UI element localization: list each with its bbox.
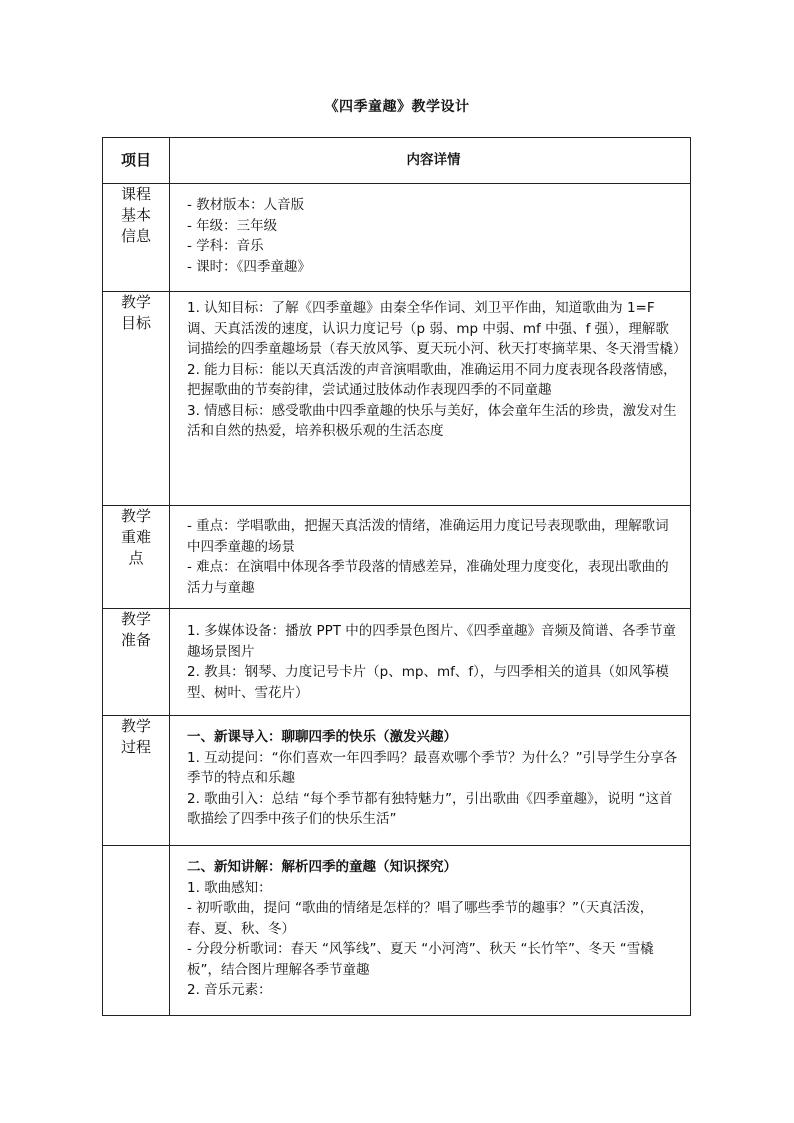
lesson-plan-table	[102, 137, 691, 1016]
label-line: 重难	[120, 528, 151, 546]
content-line: 1. 多媒体设备：播放 PPT 中的四季景色图片、《四季童趣》音频及简谱、各季节童趣场景图片	[187, 623, 677, 660]
row-label	[103, 609, 170, 716]
content-line: 3. 情感目标：感受歌曲中四季童趣的快乐与美好，体会童年生活的珍贵，激发对生活和自然的热爱，培养积极乐观的生活态度	[187, 402, 677, 439]
label-line: 课程	[120, 185, 151, 203]
row-label	[103, 184, 170, 292]
content-line: - 重点：学唱歌曲，把握天真活泼的情绪，准确运用力度记号表现歌曲，理解歌词中四季童趣的场景	[187, 518, 669, 555]
table-row-preparation	[103, 609, 691, 716]
row-label	[103, 506, 170, 609]
content-line: - 课时：《四季童趣》	[187, 258, 311, 275]
table-row-key-points	[103, 506, 691, 609]
section-heading: 二、新知讲解：解析四季的童趣（知识探究）	[187, 859, 457, 875]
content-line: - 年级：三年级	[187, 217, 278, 234]
label-line: 教学	[120, 610, 151, 628]
table-row-objectives	[103, 292, 691, 506]
label-line: 教学	[120, 507, 151, 525]
page-title: 《四季童趣》教学设计	[324, 99, 470, 115]
row-content	[170, 609, 691, 716]
header-item: 项目	[103, 138, 170, 184]
row-label	[103, 292, 170, 506]
content-line: - 初听歌曲，提问 “歌曲的情绪是怎样的？唱了哪些季节的趣事？”（天真活泼，春、夏、秋、冬）	[187, 900, 654, 937]
row-label	[103, 846, 170, 1016]
content-line: 1. 歌曲感知：	[187, 879, 272, 896]
label-line: 教学	[120, 717, 151, 735]
row-label	[103, 716, 170, 846]
table-header-row	[103, 138, 691, 184]
label-line: 目标	[120, 314, 151, 332]
label-line: 准备	[120, 631, 151, 649]
content-line: 2. 音乐元素：	[187, 982, 272, 998]
content-line: 1. 认知目标：了解《四季童趣》由秦全华作词、刘卫平作曲，知道歌曲为 1=F 调、天真活泼的速度，认识力度记号（p 弱、mp 中弱、mf 中强、f 强），理解歌词描绘的四季童趣场景（春天放风筝、夏天玩小河、秋天打枣摘苹果、冬天滑雪橇）	[187, 300, 687, 357]
row-content	[170, 292, 691, 506]
content-line: 2. 歌曲引入：总结 “每个季节都有独特魅力”，引出歌曲《四季童趣》，说明 “这首歌描绘了四季中孩子们的快乐生活”	[187, 790, 673, 827]
label-line: 信息	[120, 227, 151, 245]
table-row-process	[103, 716, 691, 846]
content-line: - 难点：在演唱中体现各季节段落的情感差异，准确处理力度变化，表现出歌曲的活力与童趣	[187, 559, 669, 596]
content-line: - 学科：音乐	[187, 238, 264, 254]
label-line: 教学	[120, 293, 151, 311]
label-line: 过程	[120, 738, 151, 756]
row-content	[170, 716, 691, 846]
label-line: 点	[128, 549, 144, 567]
table-row-process-continued	[103, 846, 691, 1016]
table-row-basic-info	[103, 184, 691, 292]
header-content: 内容详情	[170, 138, 691, 184]
content-line: - 分段分析歌词：春天 “风筝线”、夏天 “小河湾”、秋天 “长竹竿”、冬天 “雪橇板”，结合图片理解各季节童趣	[187, 941, 654, 978]
content-line: 1. 互动提问：“你们喜欢一年四季吗？最喜欢哪个季节？为什么？”引导学生分享各季节的特点和乐趣	[187, 749, 678, 786]
section-heading: 一、新课导入：聊聊四季的快乐（激发兴趣）	[187, 729, 457, 745]
content-line: - 教材版本：人音版	[187, 197, 305, 213]
content-line: 2. 能力目标：能以天真活泼的声音演唱歌曲，准确运用不同力度表现各段落情感，把握歌曲的节奏韵律，尝试通过肢体动作表现四季的不同童趣	[187, 361, 677, 398]
row-content	[170, 506, 691, 609]
row-content	[170, 184, 691, 292]
label-line: 基本	[120, 206, 151, 224]
row-content	[170, 846, 691, 1016]
content-line: 2. 教具：钢琴、力度记号卡片（p、mp、mf、f），与四季相关的道具（如风筝模型、树叶、雪花片）	[187, 664, 669, 701]
